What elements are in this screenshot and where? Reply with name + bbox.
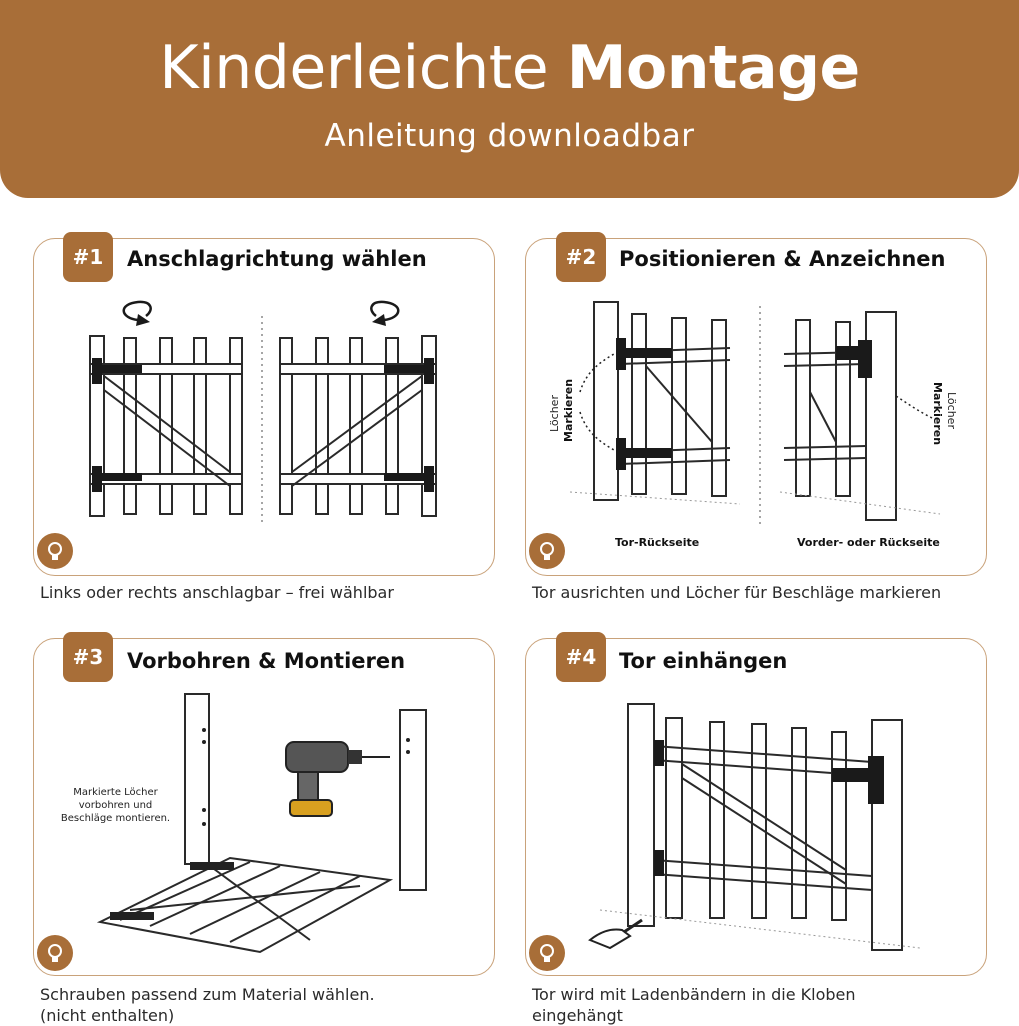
step-3-note-line-1: Markierte Löcher — [73, 787, 158, 798]
step-4-badge: #4 — [556, 632, 606, 682]
step-2-label-left-2: Markieren — [562, 378, 575, 442]
step-2-label-right-2: Markieren — [931, 382, 944, 446]
step-3-caption-line-1: Schrauben passend zum Material wählen. — [40, 985, 375, 1004]
step-4-illustration — [570, 700, 950, 960]
page-title — [0, 30, 1019, 106]
step-2-badge: #2 — [556, 232, 606, 282]
step-2-label-right-1: Löcher — [945, 392, 958, 429]
step-3-caption-line-2: (nicht enthalten) — [40, 1006, 175, 1025]
page-subtitle: Anleitung downloadbar — [324, 118, 695, 154]
rotate-arrow-icon — [124, 302, 399, 320]
step-2-illustration — [540, 292, 970, 532]
step-3-note-line-3: Beschläge montieren. — [60, 813, 171, 824]
step-1-illustration — [80, 296, 450, 528]
title-bold: Montage — [566, 33, 860, 103]
step-1-badge: #1 — [63, 232, 113, 282]
lightbulb-icon — [37, 533, 73, 569]
title-light: Kinderleichte — [159, 33, 549, 103]
lightbulb-icon — [529, 935, 565, 971]
step-4-title: Tor einhängen — [619, 649, 788, 673]
drill-icon — [286, 742, 390, 816]
step-1-title: Anschlagrichtung wählen — [127, 247, 427, 271]
step-3-caption — [40, 984, 375, 1026]
step-3-badge: #3 — [63, 632, 113, 682]
step-3-illustration — [90, 690, 440, 970]
header-banner — [0, 0, 1019, 198]
step-2-caption: Tor ausrichten und Löcher für Beschläge markieren — [532, 583, 942, 602]
lightbulb-icon — [529, 533, 565, 569]
step-1-caption: Links oder rechts anschlagbar – frei wählbar — [40, 583, 394, 602]
step-3-note-line-2: vorbohren und — [78, 800, 153, 811]
step-2-sublabel-right: Vorder- oder Rückseite — [797, 536, 940, 549]
step-3-title: Vorbohren & Montieren — [127, 649, 406, 673]
step-2-title: Positionieren & Anzeichnen — [619, 247, 946, 271]
step-4-caption — [532, 984, 856, 1026]
step-2-sublabel-left: Tor-Rückseite — [615, 536, 700, 549]
step-4-caption-line-2: eingehängt — [532, 1006, 623, 1025]
lightbulb-icon — [37, 935, 73, 971]
step-2-label-left-1: Löcher — [548, 395, 561, 432]
step-4-caption-line-1: Tor wird mit Ladenbändern in die Kloben — [532, 985, 856, 1004]
